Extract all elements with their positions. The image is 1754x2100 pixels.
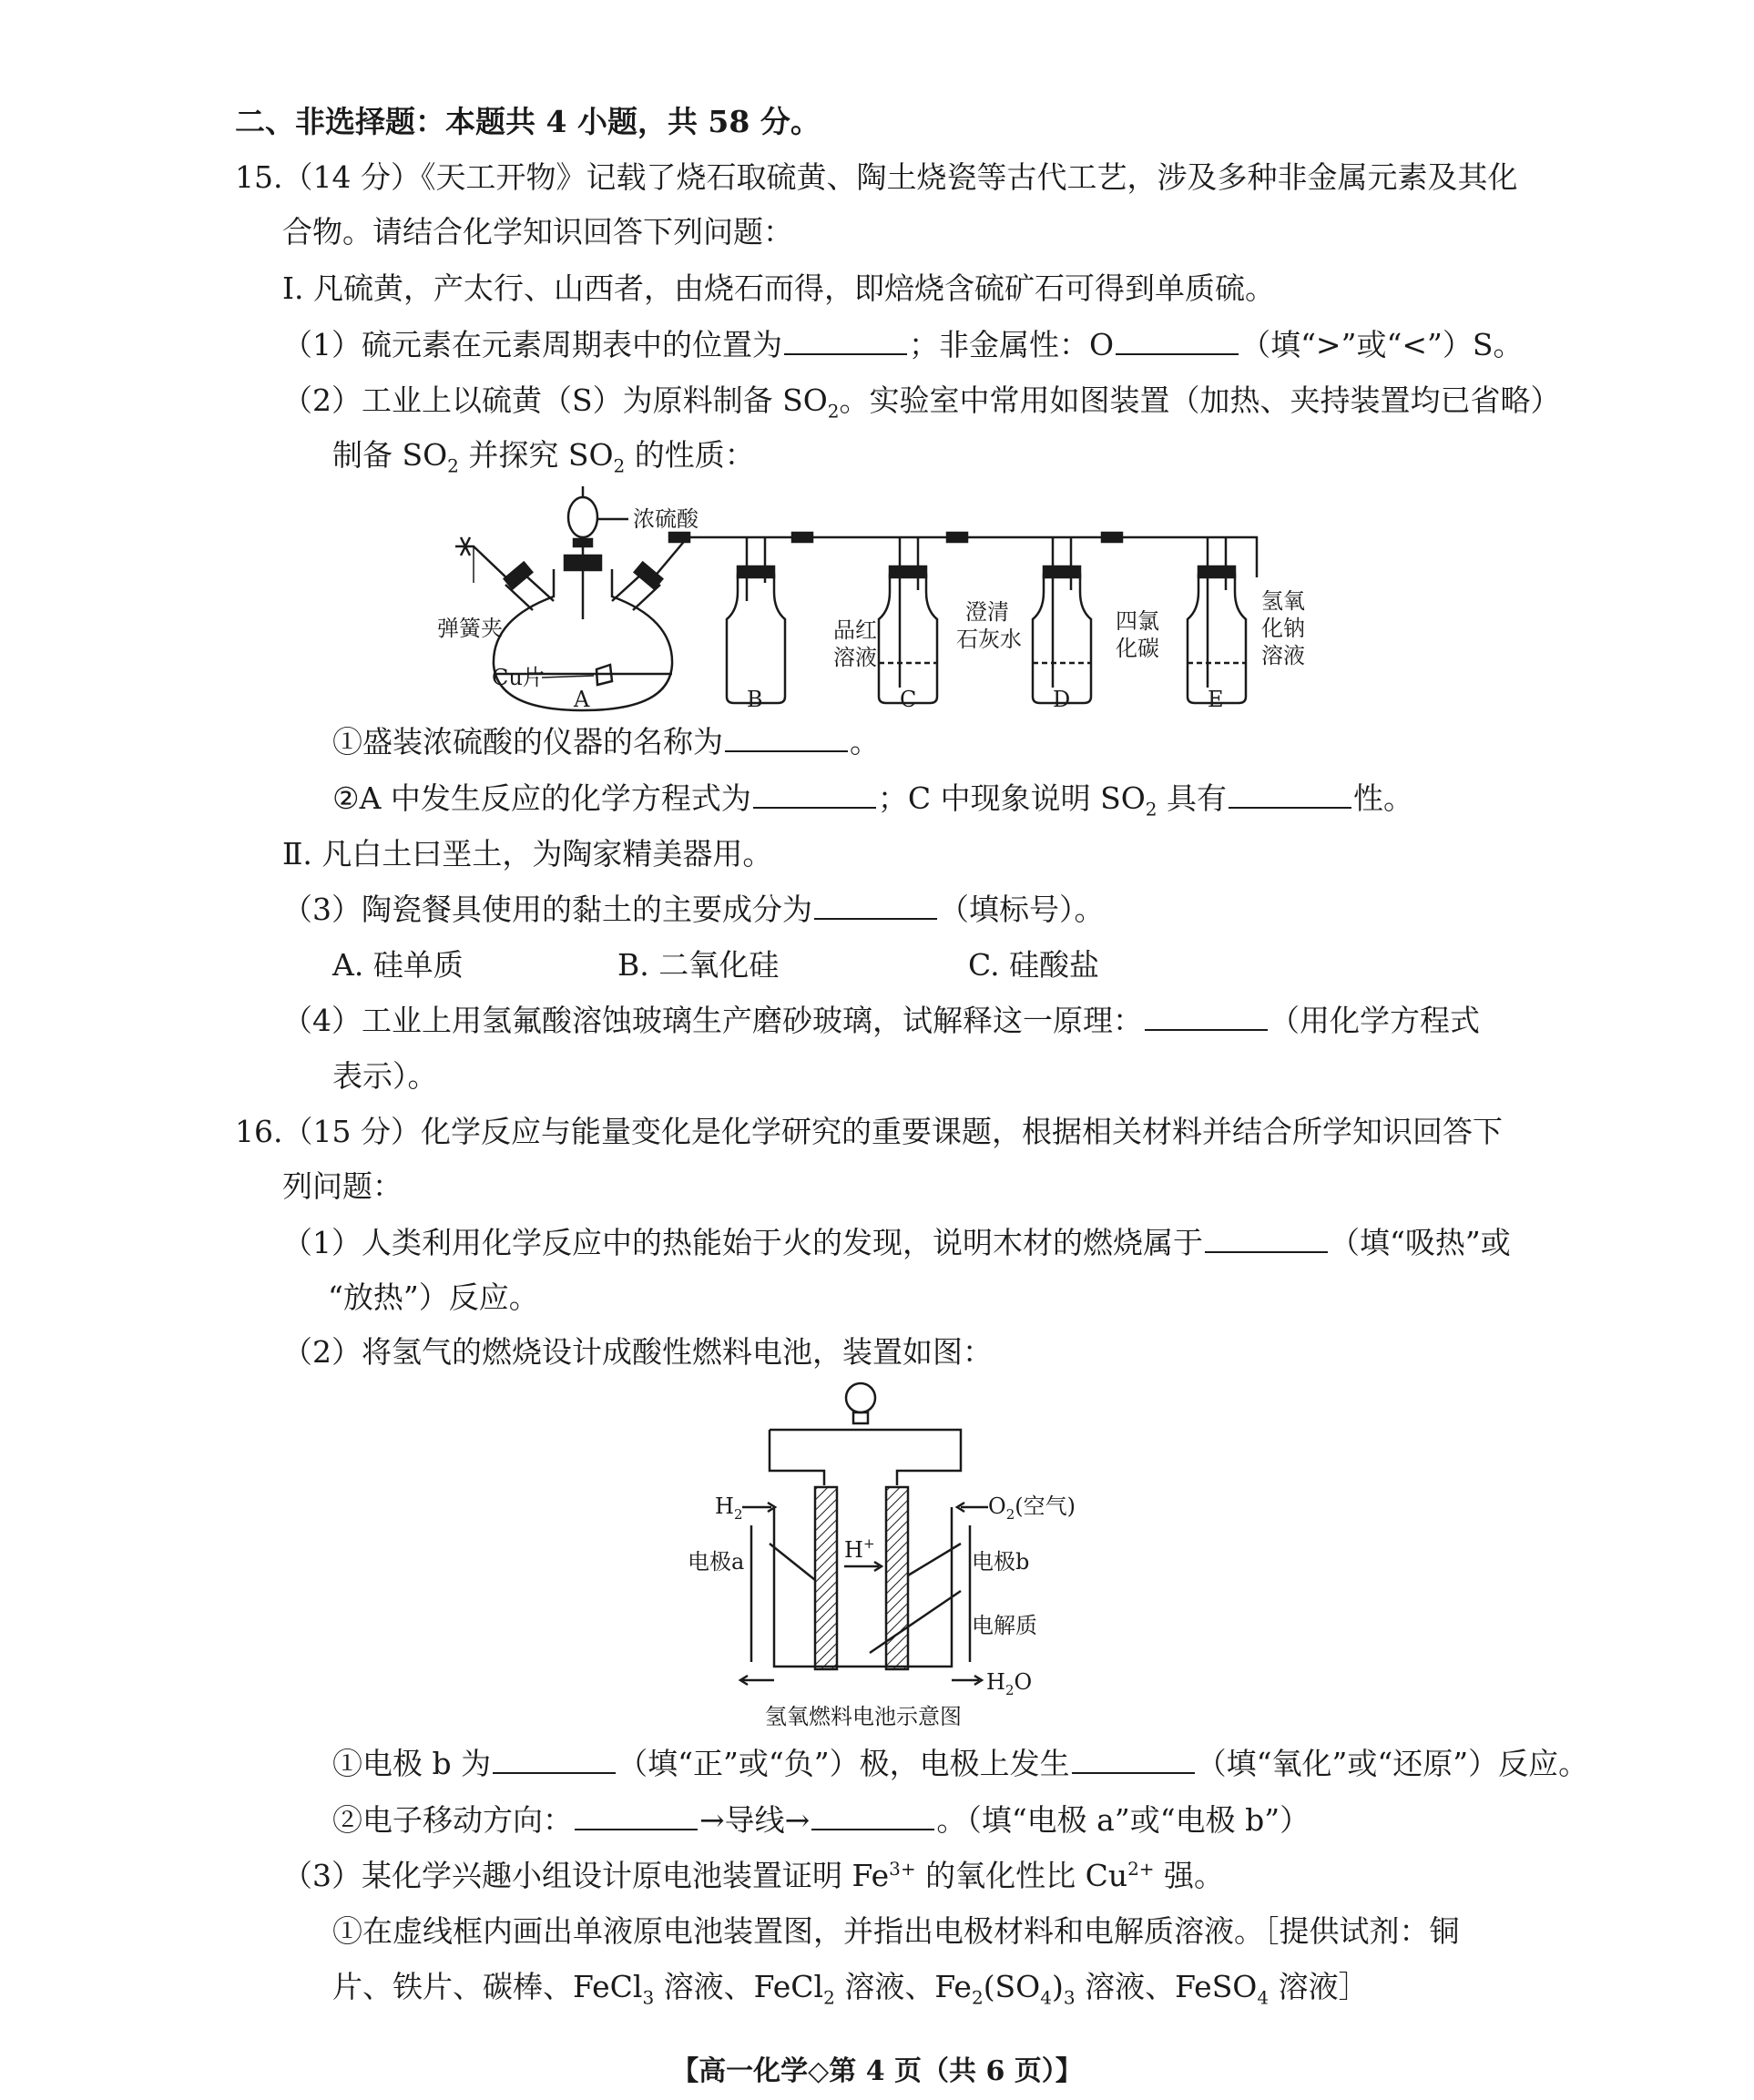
label-pinhong-2: 溶液	[833, 645, 877, 670]
fuel-cell-figure	[688, 1380, 1088, 1735]
q15-sub3	[282, 890, 1105, 930]
reagent-text: )	[1051, 1969, 1064, 2004]
answer-blank[interactable]	[575, 1801, 698, 1830]
electrode-b	[886, 1487, 908, 1669]
q15-sub2-item2-text-d: 性。	[1353, 780, 1414, 816]
subscript: 2	[613, 454, 626, 477]
answer-blank[interactable]	[493, 1745, 616, 1774]
subscript: 3	[1063, 1986, 1076, 2009]
bottle-d	[1033, 574, 1091, 703]
bottle-c	[879, 574, 937, 703]
q15-sub4-text-a: （4）工业上用氢氟酸溶蚀玻璃生产磨砂玻璃，试解释这一原理：	[282, 1003, 1143, 1038]
label-naoh-1: 氢氧	[1261, 588, 1305, 614]
reagent-text: 片、铁片、碳棒、FeCl	[332, 1969, 643, 2004]
label-electrode-b: 电极b	[972, 1549, 1030, 1575]
superscript: 3+	[889, 1858, 916, 1880]
q15-sub2-line2	[332, 435, 755, 475]
answer-blank[interactable]	[1145, 1002, 1268, 1031]
reagent-text: 溶液、Fe	[834, 1969, 972, 2004]
q15-sub2-item2-text-c: 具有	[1157, 780, 1228, 816]
subscript: 2	[971, 1986, 984, 2009]
q16-sub1-line2: “放热”）反应。	[328, 1279, 539, 1315]
q16-sub2-item1-text-c: （填“氧化”或“还原”）反应。	[1196, 1746, 1589, 1781]
reagent-text: 溶液、FeCl	[654, 1969, 824, 2004]
left-stopper	[505, 563, 532, 589]
label-c: C	[900, 687, 917, 712]
q15-sub2-item2-text-b: ；C 中现象说明 SO	[877, 780, 1146, 816]
label-naoh-2: 化钠	[1261, 616, 1305, 641]
q16-sub2-item2-text-b: →导线→	[699, 1802, 811, 1838]
label-electrode-a: 电极a	[688, 1549, 745, 1575]
q16-sub1-text-a: （1）人类利用化学反应中的热能始于火的发现，说明木材的燃烧属于	[282, 1225, 1203, 1260]
q15-option-a: A. 硅单质	[332, 947, 464, 983]
answer-blank[interactable]	[753, 780, 876, 809]
q15-part1-intro: Ⅰ. 凡硫黄，产太行、山西者，由烧石而得，即焙烧含硫矿石可得到单质硫。	[282, 270, 1276, 306]
q15-sub2-item1	[332, 722, 880, 762]
q15-sub1-text-a: （1）硫元素在元素周期表中的位置为	[282, 327, 782, 362]
reagent-text: (SO	[983, 1969, 1041, 2004]
label-h2-in: $H_2$	[715, 1493, 743, 1523]
q16-sub2-item2	[332, 1800, 1310, 1840]
q15-sub1	[282, 325, 1523, 365]
q15-sub4-line1	[282, 1001, 1480, 1041]
q15-sub1-text-c: （填“>”或“<”）S。	[1240, 327, 1524, 362]
q16-sub3-item1-line1: ①在虚线框内画出单液原电池装置图，并指出电极材料和电解质溶液。［提供试剂：铜	[332, 1913, 1460, 1949]
bottle-e	[1188, 574, 1246, 703]
q15-stem-line2: 合物。请结合化学知识回答下列问题：	[282, 214, 793, 250]
reagent-text: 溶液、FeSO	[1075, 1969, 1258, 2004]
light-bulb-icon	[846, 1383, 875, 1412]
q15-sub1-text-b: ；非金属性：O	[909, 327, 1115, 362]
q16-stem-line2: 列问题：	[282, 1168, 403, 1204]
label-lime-water-1: 澄清	[965, 599, 1009, 625]
bottle-b	[727, 574, 785, 703]
label-h2o-out: $H_2O$	[986, 1669, 1033, 1698]
q15-sub2-item2-text-a: ②A 中发生反应的化学方程式为	[332, 780, 751, 816]
answer-blank[interactable]	[725, 723, 848, 752]
q15-sub2-text-e: 的性质：	[625, 437, 755, 473]
answer-blank[interactable]	[811, 1801, 934, 1830]
q15-option-c: C. 硅酸盐	[968, 947, 1100, 983]
q16-sub2-item1	[332, 1744, 1588, 1784]
so2-apparatus-figure	[437, 483, 1330, 719]
q15-sub2-text-c: 制备 SO	[332, 437, 448, 473]
label-o2-in: $O_2$(空气)	[988, 1493, 1076, 1523]
q16-stem-line1: 16.（15 分）化学反应与能量变化是化学研究的重要课题，根据相关材料并结合所学知识回答下	[235, 1114, 1503, 1149]
subscript: 2	[1145, 798, 1157, 821]
label-ccl4-1: 四氯	[1116, 608, 1159, 634]
external-circuit	[770, 1430, 961, 1485]
q15-option-b: B. 二氧化硅	[617, 947, 780, 983]
q15-sub2-line1	[282, 381, 1561, 421]
cell-container	[774, 1507, 952, 1667]
label-conc-sulfuric-acid: 浓硫酸	[633, 506, 699, 532]
answer-blank[interactable]	[1072, 1745, 1195, 1774]
electrode-a	[815, 1487, 837, 1669]
label-ccl4-2: 化碳	[1116, 636, 1159, 661]
subscript: 2	[447, 454, 459, 477]
subscript: 2	[823, 1986, 835, 2009]
label-b: B	[747, 687, 763, 712]
subscript: 4	[1040, 1986, 1052, 2009]
label-h-plus: H+	[844, 1535, 875, 1563]
q16-sub3-item1-line2	[332, 1967, 1369, 2007]
q16-sub3	[282, 1856, 1224, 1896]
label-e: E	[1208, 687, 1224, 712]
q15-sub2-item1-text: ①盛装浓硫酸的仪器的名称为	[332, 724, 723, 759]
q15-sub4-text-b: （用化学方程式	[1270, 1003, 1480, 1038]
label-cu-piece: Cu片	[492, 665, 545, 690]
label-electrolyte: 电解质	[972, 1613, 1037, 1638]
q16-sub1-text-b: （填“吸热”或	[1330, 1225, 1511, 1260]
q16-sub2-item1-text-b: （填“正”或“负”）极，电极上发生	[617, 1746, 1070, 1781]
label-a: A	[574, 687, 590, 712]
q16-sub2-item2-text-c: 。（填“电极 a”或“电极 b”）	[936, 1802, 1310, 1838]
answer-blank[interactable]	[784, 326, 907, 355]
q15-sub2-item2	[332, 779, 1413, 819]
q16-sub2: （2）将氢气的燃烧设计成酸性燃料电池，装置如图：	[282, 1334, 993, 1370]
reagent-text: 溶液］	[1269, 1969, 1369, 2004]
answer-blank[interactable]	[1229, 780, 1351, 809]
label-d: D	[1053, 687, 1071, 712]
right-stopper	[635, 563, 662, 589]
answer-blank[interactable]	[1205, 1224, 1328, 1253]
q15-stem-line1: 15.（14 分）《天工开物》记载了烧石取硫黄、陶土烧瓷等古代工艺，涉及多种非金属元素及其化	[235, 159, 1518, 195]
figure-caption: 氢氧燃料电池示意图	[765, 1704, 962, 1729]
q15-sub2-text-d: 并探究 SO	[458, 437, 614, 473]
subscript: 2	[827, 400, 840, 423]
subscript: 4	[1257, 1986, 1270, 2009]
q16-sub3-text-a: （3）某化学兴趣小组设计原电池装置证明 Fe	[282, 1858, 890, 1893]
q16-sub3-text-c: 强。	[1154, 1858, 1225, 1893]
q15-sub3-text-b: （填标号）。	[939, 892, 1105, 927]
answer-blank[interactable]	[1116, 326, 1239, 355]
superscript: 2+	[1127, 1858, 1155, 1880]
q15-sub2-text-b: 。实验室中常用如图装置（加热、夹持装置均已省略）	[839, 382, 1561, 418]
separatory-funnel	[568, 497, 597, 537]
bulb-base	[853, 1412, 868, 1423]
page-footer: 【高一化学◇第 4 页（共 6 页）】	[671, 2055, 1083, 2087]
answer-blank[interactable]	[814, 891, 937, 920]
label-spring-clamp: 弹簧夹	[437, 616, 503, 641]
q16-sub2-item1-text-a: ①电极 b 为	[332, 1746, 492, 1781]
q15-sub3-text-a: （3）陶瓷餐具使用的黏土的主要成分为	[282, 892, 812, 927]
section-title: 二、非选择题：本题共 4 小题，共 58 分。	[235, 104, 821, 139]
label-pinhong-1: 品红	[833, 617, 877, 643]
label-naoh-3: 溶液	[1261, 643, 1305, 668]
label-lime-water-2: 石灰水	[956, 627, 1022, 652]
q16-sub3-text-b: 的氧化性比 Cu	[915, 1858, 1128, 1893]
q16-sub1-line1	[282, 1223, 1511, 1263]
q15-sub2-text-a: （2）工业上以硫黄（S）为原料制备 SO	[282, 382, 828, 418]
subscript: 3	[642, 1986, 655, 2009]
q15-sub2-item1-end: 。	[850, 724, 880, 759]
q15-part2-intro: Ⅱ. 凡白土曰垩土，为陶家精美器用。	[282, 836, 773, 872]
q15-sub4-line2: 表示）。	[332, 1058, 438, 1094]
q16-sub2-item2-text-a: ②电子移动方向：	[332, 1802, 573, 1838]
